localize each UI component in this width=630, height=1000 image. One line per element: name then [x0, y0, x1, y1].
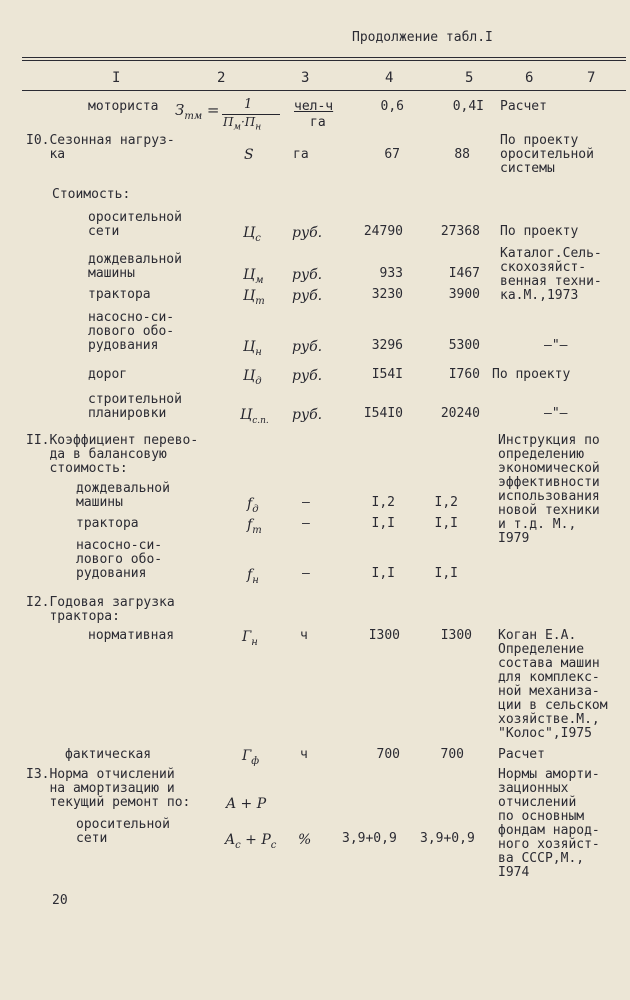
value-col4: I,I — [371, 566, 395, 581]
source-text: Расчет — [498, 747, 545, 762]
source-ditto: –"– — [544, 406, 568, 421]
unit: – — [302, 495, 310, 510]
unit: га — [293, 147, 309, 162]
unit: руб. — [292, 368, 323, 384]
row-label: ка — [26, 147, 66, 162]
source-text: ва СССР,М., — [498, 851, 585, 866]
source-text: "Колос",I975 — [498, 726, 592, 741]
source-text: I979 — [498, 531, 530, 546]
col-header-1: I — [112, 70, 121, 86]
source-text: I974 — [498, 865, 530, 880]
value-col5: 700 — [440, 747, 464, 762]
symbol: $A_с + P_с$ — [225, 832, 277, 851]
source-text: системы — [500, 161, 555, 176]
source-text: венная техни- — [500, 274, 602, 289]
unit: руб. — [292, 225, 323, 241]
row-label: насосно-си- — [88, 310, 175, 325]
row-label: моториста — [88, 99, 159, 114]
row-label: лового обо- — [88, 324, 175, 339]
unit: – — [302, 566, 310, 581]
row-label: машины — [88, 266, 135, 281]
value-col5: 3,9+0,9 — [420, 831, 475, 846]
source-text: По проекту — [500, 224, 579, 239]
col-header-6: 6 — [525, 70, 534, 86]
value-col5: 88 — [454, 147, 470, 162]
value-col5: 3900 — [448, 287, 480, 302]
value-col4: I54I — [371, 367, 403, 382]
symbol: $Г_н$ — [242, 629, 258, 648]
source-text: ного хозяйст- — [498, 837, 600, 852]
row-label: да в балансовую — [26, 447, 167, 462]
unit: руб. — [292, 407, 323, 423]
source-text: ной механиза- — [498, 684, 600, 699]
row-label: строительной — [88, 392, 182, 407]
value-col5: 0,4I — [452, 99, 484, 114]
source-text: оросительной — [500, 147, 594, 162]
row-label: дорог — [88, 367, 128, 382]
row-label: сети — [88, 224, 120, 239]
source-text: новой техники — [498, 503, 600, 518]
unit: ч — [300, 747, 308, 762]
value-col5: I,I — [434, 516, 458, 531]
value-col5: I,I — [434, 566, 458, 581]
symbol: $f_т$ — [247, 517, 262, 536]
row-label: планировки — [88, 406, 167, 421]
symbol: $Ц_м$ — [243, 267, 264, 286]
source-text: зационных — [498, 781, 569, 796]
row-label: дождевальной — [76, 481, 170, 496]
value-col5: 27368 — [440, 224, 480, 239]
source-text: Каталог.Сель- — [500, 246, 602, 261]
symbol: $Г_ф$ — [242, 748, 260, 767]
source-text: Расчет — [500, 99, 547, 114]
value-col5: 20240 — [440, 406, 480, 421]
value-col5: I760 — [448, 367, 480, 382]
section-label: Стоимость: — [52, 187, 131, 202]
row-label: оросительной — [88, 210, 182, 225]
value-col4: 3296 — [371, 338, 403, 353]
source-text: По проекту — [500, 133, 579, 148]
row-label: текущий ремонт по: — [26, 795, 191, 810]
value-col5: I,2 — [434, 495, 458, 510]
unit: руб. — [292, 339, 323, 355]
row-label: трактора: — [26, 609, 120, 624]
value-col4: 3230 — [371, 287, 403, 302]
col-header-5: 5 — [465, 70, 474, 86]
value-col4: 933 — [379, 266, 403, 281]
symbol: $Ц_н$ — [243, 339, 262, 358]
table-caption: Продолжение табл.I — [352, 30, 493, 45]
header-rule-top — [22, 57, 626, 58]
source-text: Коган Е.А. — [498, 628, 577, 643]
row-label: трактора — [88, 287, 151, 302]
row-label: II.Коэффициент перево- — [26, 433, 199, 448]
col-header-2: 2 — [217, 70, 226, 86]
symbol: $Ц_{с.п.}$ — [240, 407, 269, 426]
value-col4: I300 — [368, 628, 400, 643]
unit: % — [298, 832, 312, 848]
value-col4: 67 — [384, 147, 400, 162]
source-text: эффективности — [498, 475, 600, 490]
source-text: ции в сельском — [498, 698, 608, 713]
value-col5: 5300 — [448, 338, 480, 353]
unit: руб. — [292, 267, 323, 283]
col-header-4: 4 — [385, 70, 394, 86]
value-col4: 700 — [376, 747, 400, 762]
row-label: фактическая — [65, 747, 152, 762]
row-label: I3.Норма отчислений — [26, 767, 175, 782]
unit: ч — [300, 628, 308, 643]
row-label: стоимость: — [26, 461, 128, 476]
source-ditto: –"– — [544, 338, 568, 353]
row-label: насосно-си- — [76, 538, 163, 553]
source-text: для комплекс- — [498, 670, 600, 685]
source-text: отчислений — [498, 795, 577, 810]
page-number: 20 — [52, 893, 68, 908]
symbol: S — [244, 147, 254, 163]
symbol: $f_д$ — [247, 496, 259, 515]
unit: – — [302, 516, 310, 531]
header-rule-bottom — [22, 90, 626, 91]
row-label: сети — [76, 831, 108, 846]
source-text: экономической — [498, 461, 600, 476]
value-col4: 0,6 — [380, 99, 404, 114]
source-text: состава машин — [498, 656, 600, 671]
source-text: Нормы аморти- — [498, 767, 600, 782]
source-text: определению — [498, 447, 585, 462]
value-col4: I,I — [371, 516, 395, 531]
source-text: Инструкция по — [498, 433, 600, 448]
row-label: машины — [76, 495, 123, 510]
symbol: A + P — [226, 796, 267, 812]
value-col5: I300 — [440, 628, 472, 643]
symbol: $f_н$ — [247, 567, 259, 586]
value-col4: 24790 — [363, 224, 403, 239]
value-col4: 3,9+0,9 — [342, 831, 397, 846]
source-text: по основным — [498, 809, 585, 824]
source-text: использования — [498, 489, 600, 504]
source-text: и т.д. М., — [498, 517, 577, 532]
row-label: рудования — [88, 338, 159, 353]
row-label: дождевальной — [88, 252, 182, 267]
col-header-7: 7 — [587, 70, 596, 86]
source-text: фондам народ- — [498, 823, 600, 838]
symbol: $Ц_с$ — [243, 225, 261, 244]
row-label: на амортизацию и — [26, 781, 175, 796]
value-col4: I,2 — [371, 495, 395, 510]
source-text: ка.М.,1973 — [500, 288, 579, 303]
row-label: I0.Сезонная нагруз- — [26, 133, 175, 148]
source-text: Определение — [498, 642, 585, 657]
source-text: хозяйстве.М., — [498, 712, 600, 727]
header-rule-top-2 — [22, 60, 626, 61]
row-label: рудования — [76, 566, 147, 581]
row-label: оросительной — [76, 817, 170, 832]
document-page: Продолжение табл.I I 2 3 4 5 6 7 моториста $З_{тм}$ = 1 $П_м\cdot П_н$ чел-ч га 0,6 0,4I Расчет I0.Сезонная нагруз- ка S га 67 88 По проекту оросительной системы Стоимость: оросительной сети $Ц_с$ руб. 24790 27368 По проекту дождевальной машины $Ц_м$ руб. 933 I467 Каталог.Сель- скохозяйст- венная техни- ка.М.,1973 трактора $Ц_т$ руб. 3230 3900 насосно-си- лового обо- рудования $Ц_н$ руб. 3296 5300 –"– дорог $Ц_д$ руб. I54I I760 По проекту строительной планировки $Ц_{с.п.}$ руб. I54I0 20240 –"– II.Коэффициент перево- да в балансовую стоимость: Инструкция по определению экономической эффективности использования новой техники и т.д. М., I979 дождевальной машины $f_д$ – I,2 I,2 трактора $f_т$ – I,I I,I насосно-си- лового обо- рудования $f_н$ – I,I I,I I2.Годовая загрузка трактора: нормативная $Г_н$ ч I300 I300 Коган Е.А. Определение состава машин для комплекс- ной механиза- ции в сельском хозяйстве.М., "Колос",I975 фактическая $Г_ф$ ч 700 700 Расчет I3.Норма отчислений на амортизацию и текущий ремонт по: A + P Нормы аморти- зационных отчислений по основным фондам народ- ного хозяйст- ва СССР,М., I974 оросительной сети $A_с + P_с$ % 3,9+0,9 3,9+0,9 20 — [0, 0, 630, 1000]
source-text: По проекту — [492, 367, 571, 382]
source-text: скохозяйст- — [500, 260, 587, 275]
row-label: нормативная — [88, 628, 175, 643]
col-header-3: 3 — [301, 70, 310, 86]
formula-lhs: $З_{тм}$ = — [175, 101, 220, 122]
row-label: I2.Годовая загрузка — [26, 595, 175, 610]
row-label: лового обо- — [76, 552, 163, 567]
value-col5: I467 — [448, 266, 480, 281]
value-col4: I54I0 — [363, 406, 403, 421]
row-label: трактора — [76, 516, 139, 531]
symbol: $Ц_д$ — [243, 368, 262, 387]
unit: руб. — [292, 288, 323, 304]
symbol: $Ц_т$ — [243, 288, 265, 307]
